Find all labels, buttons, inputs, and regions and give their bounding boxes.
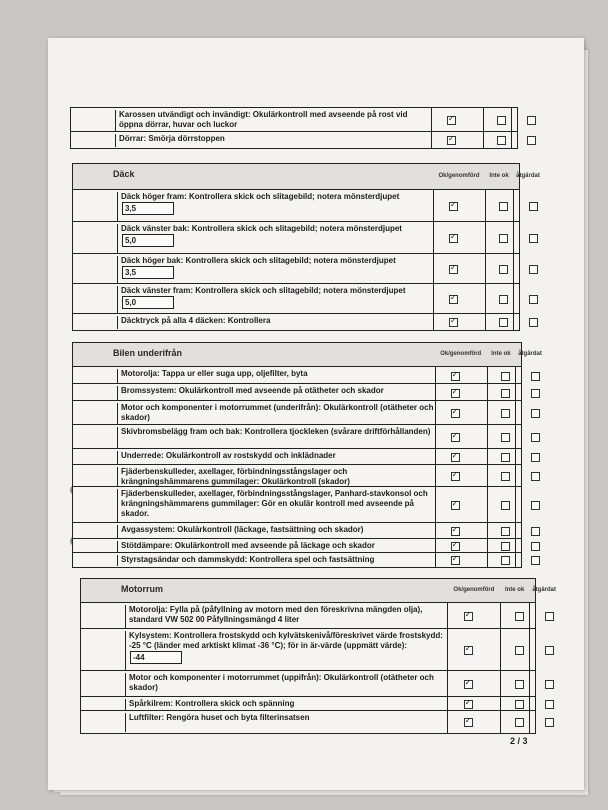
checkbox-ok[interactable] xyxy=(449,234,458,243)
section-top-table xyxy=(70,107,518,149)
measured-value-field[interactable]: 5,0 xyxy=(122,234,174,247)
row-description xyxy=(117,403,435,424)
checklist-row xyxy=(81,671,535,697)
checkbox-inte-ok[interactable] xyxy=(499,318,508,327)
checkbox-atgardat[interactable] xyxy=(531,389,540,398)
column-header-inte-ok: Inte ok xyxy=(489,173,509,179)
checklist-row xyxy=(73,553,521,567)
checklist-row xyxy=(73,222,519,254)
row-description xyxy=(117,224,433,253)
row-description xyxy=(117,427,435,448)
checkbox-ok[interactable] xyxy=(451,501,460,510)
checkbox-inte-ok[interactable] xyxy=(501,542,510,551)
checkbox-atgardat[interactable] xyxy=(529,318,538,327)
checkbox-inte-ok[interactable] xyxy=(499,265,508,274)
row-label: Fjäderbenskulleder, axellager, förbindningsstångslager, Panhard-stavkonsol och krängningshämmarens gummilager: Gör en okulär kontroll med avseende på skador. xyxy=(121,489,428,518)
row-description xyxy=(117,525,435,538)
checkbox-inte-ok[interactable] xyxy=(501,389,510,398)
row-label: Avgassystem: Okulärkontroll (läckage, fastsättning och skador) xyxy=(121,525,364,534)
row-label: Spårkilrem: Kontrollera skick och spänning xyxy=(129,699,295,708)
checkbox-ok[interactable] xyxy=(449,202,458,211)
checklist-row xyxy=(71,132,517,148)
checkbox-atgardat[interactable] xyxy=(531,542,540,551)
column-header-ok: Ok/genomförd xyxy=(440,351,482,357)
section-header xyxy=(81,579,556,603)
checklist-row xyxy=(73,449,521,465)
checkbox-ok[interactable] xyxy=(451,433,460,442)
checkbox-atgardat[interactable] xyxy=(529,295,538,304)
checkbox-ok[interactable] xyxy=(447,136,456,145)
section-title: Däck xyxy=(113,169,135,179)
measured-value-field[interactable]: 3,5 xyxy=(122,202,174,215)
row-label: Styrstagsändar och dammskydd: Kontrollera spel och fastsättning xyxy=(121,555,375,564)
checkbox-inte-ok[interactable] xyxy=(501,453,510,462)
checkbox-atgardat[interactable] xyxy=(529,265,538,274)
checklist-row xyxy=(81,697,535,711)
row-label: Motor och komponenter i motorrummet (underifrån): Okulärkontroll (otätheter och skador) xyxy=(121,403,434,422)
row-label: Däck höger fram: Kontrollera skick och slitagebild; notera mönsterdjupet xyxy=(121,192,400,201)
checkbox-atgardat[interactable] xyxy=(531,556,540,565)
row-label: Däck vänster bak: Kontrollera skick och slitagebild; notera mönsterdjupet xyxy=(121,224,402,233)
checkbox-ok[interactable] xyxy=(449,295,458,304)
row-description xyxy=(117,489,435,522)
checkbox-inte-ok[interactable] xyxy=(515,612,524,621)
checklist-row xyxy=(81,629,535,671)
checkbox-atgardat[interactable] xyxy=(527,116,536,125)
section-dack-table xyxy=(72,163,540,331)
checkbox-inte-ok[interactable] xyxy=(501,433,510,442)
row-description xyxy=(117,467,435,486)
checkbox-atgardat[interactable] xyxy=(529,202,538,211)
checkbox-ok[interactable] xyxy=(464,612,473,621)
checkbox-inte-ok[interactable] xyxy=(497,116,506,125)
row-label: Däcktryck på alla 4 däcken: Kontrollera xyxy=(121,316,271,325)
checkbox-inte-ok[interactable] xyxy=(499,202,508,211)
checklist-row xyxy=(73,487,521,523)
checkbox-atgardat[interactable] xyxy=(531,453,540,462)
checkbox-inte-ok[interactable] xyxy=(501,556,510,565)
section-underifran-table xyxy=(72,342,542,568)
checkbox-atgardat[interactable] xyxy=(531,409,540,418)
section-title: Motorrum xyxy=(121,584,163,594)
checklist-row xyxy=(73,539,521,553)
measured-value-field[interactable]: 5,0 xyxy=(122,296,174,309)
checkbox-atgardat[interactable] xyxy=(531,501,540,510)
section-title: Bilen underifrån xyxy=(113,348,183,358)
checkbox-ok[interactable] xyxy=(451,372,460,381)
checkbox-ok[interactable] xyxy=(464,718,473,727)
row-description xyxy=(117,192,433,221)
checkbox-inte-ok[interactable] xyxy=(501,472,510,481)
row-description xyxy=(117,386,435,400)
checklist-row xyxy=(73,425,521,449)
column-header-atgardat: åtgärdat xyxy=(518,351,542,357)
checkbox-inte-ok[interactable] xyxy=(497,136,506,145)
row-label: Underrede: Okulärkontroll av rostskydd och inklädnader xyxy=(121,451,336,460)
column-header-inte-ok: Inte ok xyxy=(504,587,525,593)
checkbox-atgardat[interactable] xyxy=(531,433,540,442)
row-label: Däck vänster fram: Kontrollera skick och slitagebild; notera mönsterdjupet xyxy=(121,286,406,295)
row-label: Kylsystem: Kontrollera frostskydd och kylvätskenivå/föreskrivet värde frostskydd: -25 °C (länder med arktiskt klimat -36 °C); för in är-värde (uppmätt värde): xyxy=(129,631,443,650)
row-label: Bromssystem: Okulärkontroll med avseende på otätheter och skador xyxy=(121,386,384,395)
checkbox-inte-ok[interactable] xyxy=(499,295,508,304)
row-description xyxy=(117,541,435,552)
row-description xyxy=(117,451,435,464)
checkbox-ok[interactable] xyxy=(451,409,460,418)
checkbox-ok[interactable] xyxy=(451,389,460,398)
checkbox-inte-ok[interactable] xyxy=(515,680,524,689)
row-description xyxy=(125,713,447,732)
row-label: Motor och komponenter i motorrummet (uppifrån): Okulärkontroll (otätheter och skador) xyxy=(129,673,434,692)
checkbox-atgardat[interactable] xyxy=(531,472,540,481)
measured-value-field[interactable]: 3,5 xyxy=(122,266,174,279)
checklist-row xyxy=(73,254,519,284)
row-description xyxy=(115,110,431,131)
checkbox-atgardat[interactable] xyxy=(545,680,554,689)
page-number: 2 / 3 xyxy=(510,736,528,746)
row-description xyxy=(117,555,435,566)
checkbox-inte-ok[interactable] xyxy=(501,501,510,510)
checkbox-ok[interactable] xyxy=(447,116,456,125)
section-header xyxy=(73,164,540,190)
row-label: Motorolja: Fylla på (påfyllning av motorn med den föreskrivna mängden olja), standard VW 502 00 Påfyllningsmängd 4 liter xyxy=(129,605,423,624)
checkbox-atgardat[interactable] xyxy=(531,527,540,536)
checkbox-inte-ok[interactable] xyxy=(501,409,510,418)
checkbox-ok[interactable] xyxy=(451,556,460,565)
checklist-row xyxy=(81,711,535,733)
column-header-inte-ok: Inte ok xyxy=(491,351,511,357)
column-header-atgardat: åtgärdat xyxy=(532,587,556,593)
checkbox-atgardat[interactable] xyxy=(545,646,554,655)
row-label: Skivbromsbelägg fram och bak: Kontrollera tjockleken (svårare driftförhållanden) xyxy=(121,427,431,436)
checkbox-atgardat[interactable] xyxy=(545,612,554,621)
row-description xyxy=(125,631,447,670)
checkbox-ok[interactable] xyxy=(451,472,460,481)
checklist-row xyxy=(73,367,521,384)
checkbox-atgardat[interactable] xyxy=(545,700,554,709)
row-label: Karossen utvändigt och invändigt: Okulärkontroll med avseende på rost vid öppna dörrar, huvar och luckor xyxy=(119,110,408,129)
checkbox-ok[interactable] xyxy=(464,680,473,689)
row-label: Däck höger bak: Kontrollera skick och slitagebild; notera mönsterdjupet xyxy=(121,256,396,265)
measured-value-field[interactable]: -44 xyxy=(130,651,182,664)
column-header-ok: Ok/genomförd xyxy=(438,173,480,179)
checkbox-ok[interactable] xyxy=(449,318,458,327)
checklist-row xyxy=(73,284,519,314)
checkbox-inte-ok[interactable] xyxy=(515,700,524,709)
checkbox-atgardat[interactable] xyxy=(545,718,554,727)
row-description xyxy=(117,316,433,329)
row-description xyxy=(125,673,447,696)
row-description xyxy=(125,699,447,710)
checkbox-ok[interactable] xyxy=(449,265,458,274)
row-label: Luftfilter: Rengöra huset och byta filterinsatsen xyxy=(129,713,310,722)
checkbox-inte-ok[interactable] xyxy=(499,234,508,243)
checkbox-ok[interactable] xyxy=(451,527,460,536)
section-motorrum-table xyxy=(80,578,556,734)
checklist-row xyxy=(73,314,519,330)
checkbox-inte-ok[interactable] xyxy=(501,527,510,536)
checklist-row xyxy=(73,384,521,401)
row-description xyxy=(117,286,433,313)
checklist-row xyxy=(81,603,535,629)
row-label: Motorolja: Tappa ur eller suga upp, oljefilter, byta xyxy=(121,369,308,378)
checklist-row xyxy=(71,108,517,132)
checkbox-atgardat[interactable] xyxy=(527,136,536,145)
checkbox-inte-ok[interactable] xyxy=(515,718,524,727)
checklist-row xyxy=(73,523,521,539)
checkbox-inte-ok[interactable] xyxy=(515,646,524,655)
row-label: Stötdämpare: Okulärkontroll med avseende på läckage och skador xyxy=(121,541,375,550)
checkbox-atgardat[interactable] xyxy=(529,234,538,243)
row-description xyxy=(117,256,433,283)
checkbox-ok[interactable] xyxy=(464,646,473,655)
row-description xyxy=(125,605,447,628)
row-description xyxy=(115,134,431,147)
column-header-ok: Ok/genomförd xyxy=(453,587,495,593)
checkbox-ok[interactable] xyxy=(451,453,460,462)
checkbox-atgardat[interactable] xyxy=(531,372,540,381)
column-header-atgardat: åtgärdat xyxy=(516,173,540,179)
row-label: Dörrar: Smörja dörrstoppen xyxy=(119,134,225,143)
checkbox-inte-ok[interactable] xyxy=(501,372,510,381)
checkbox-ok[interactable] xyxy=(451,542,460,551)
checklist-row xyxy=(73,190,519,222)
checklist-row xyxy=(73,401,521,425)
section-header xyxy=(73,343,542,367)
checkbox-ok[interactable] xyxy=(464,700,473,709)
row-label: Fjäderbenskulleder, axellager, förbindningsstångslager och krängningshämmarens gummilager: Okulärkontroll (skador) xyxy=(121,467,350,486)
row-description xyxy=(117,369,435,383)
checklist-row xyxy=(73,465,521,487)
